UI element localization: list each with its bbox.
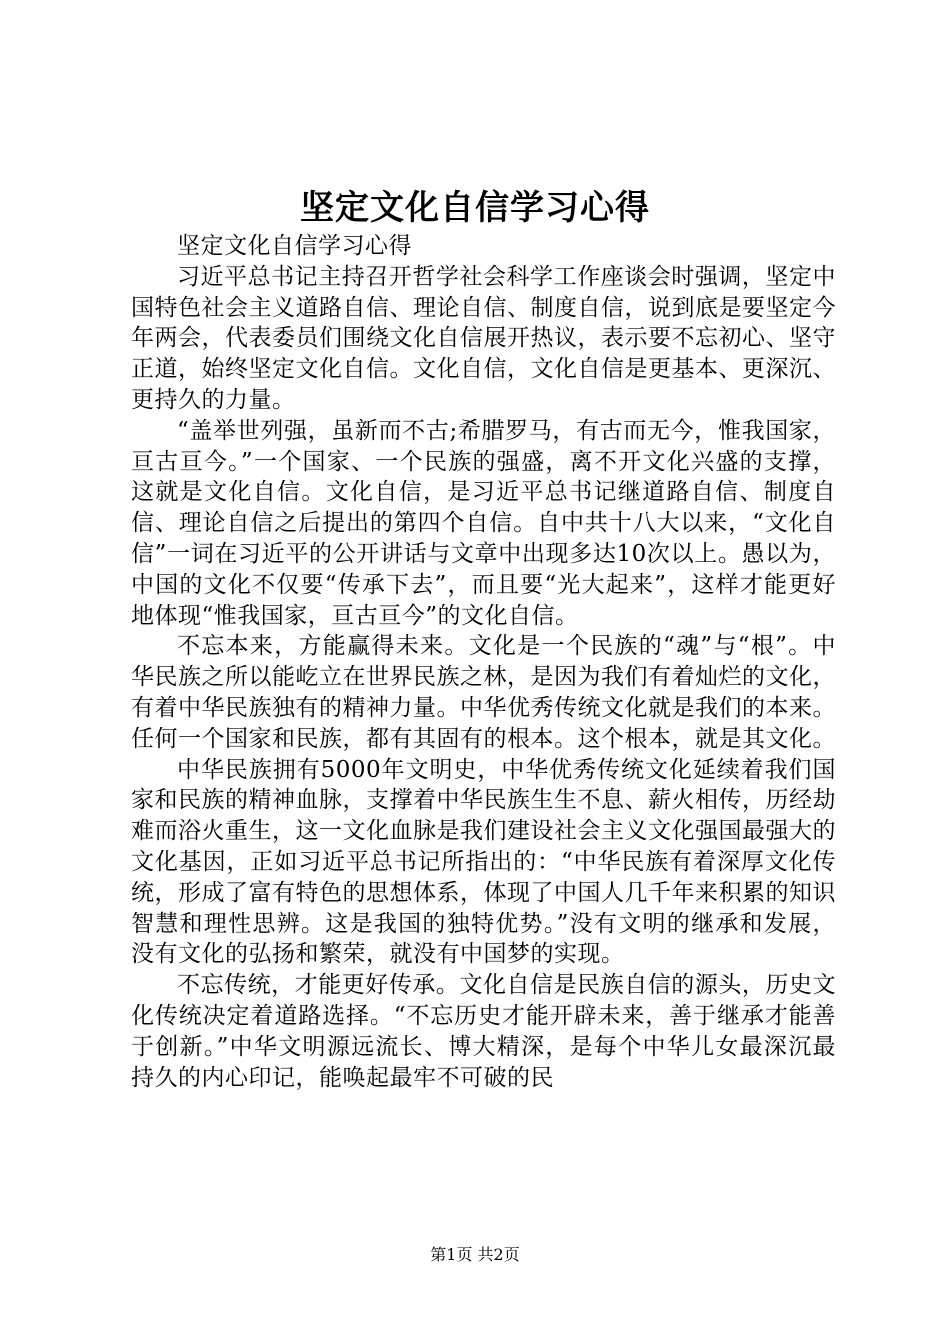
document-title: 坚定文化自信学习心得 <box>300 188 650 228</box>
document-body <box>131 231 836 1093</box>
paragraph: “盖举世列强，虽新而不古;希腊罗马，有古而无今，惟我国家，亘古亘今。”一个国家、一个民族的强盛，离不开文化兴盛的支撑，这就是文化自信。文化自信，是习近平总书记继道路自信、制度自信、理论自信之后提出的第四个自信。自中共十八大以来，“文化自信”一词在习近平的公开讲话与文章中出现多达10次以上。愚以为，中国的文化不仅要“传承下去”，而且要“光大起来”，这样才能更好地体现“惟我国家，亘古亘今”的文化自信。 <box>131 417 836 629</box>
paragraph: 不忘传统，才能更好传承。文化自信是民族自信的源头，历史文化传统决定着道路选择。“不忘历史才能开辟未来，善于继承才能善于创新。”中华文明源远流长、博大精深，是每个中华儿女最深沉最持久的内心印记，能唤起最牢不可破的民 <box>131 972 836 1091</box>
paragraph: 中华民族拥有5000年文明史，中华优秀传统文化延续着我们国家和民族的精神血脉，支撑着中华民族生生不息、薪火相传，历经劫难而浴火重生，这一文化血脉是我们建设社会主义文化强国最强大的文化基因，正如习近平总书记所指出的：“中华民族有着深厚文化传统，形成了富有特色的思想体系，体现了中国人几千年来积累的知识智慧和理性思辨。这是我国的独特优势。”没有文明的继承和发展，没有文化的弘扬和繁荣，就没有中国梦的实现。 <box>131 756 836 968</box>
paragraph: 习近平总书记主持召开哲学社会科学工作座谈会时强调，坚定中国特色社会主义道路自信、理论自信、制度自信，说到底是要坚定今年两会，代表委员们围绕文化自信展开热议，表示要不忘初心、坚守正道，始终坚定文化自信。文化自信，文化自信是更基本、更深沉、更持久的力量。 <box>131 263 836 413</box>
page-number-footer: 第1页 共2页 <box>430 1245 520 1264</box>
paragraph: 不忘本来，方能赢得未来。文化是一个民族的“魂”与“根”。中华民族之所以能屹立在世界民族之林，是因为我们有着灿烂的文化，有着中华民族独有的精神力量。中华优秀传统文化就是我们的本来。任何一个国家和民族，都有其固有的根本。这个根本，就是其文化。 <box>131 633 836 752</box>
paragraph-subtitle: 坚定文化自信学习心得 <box>177 233 412 259</box>
